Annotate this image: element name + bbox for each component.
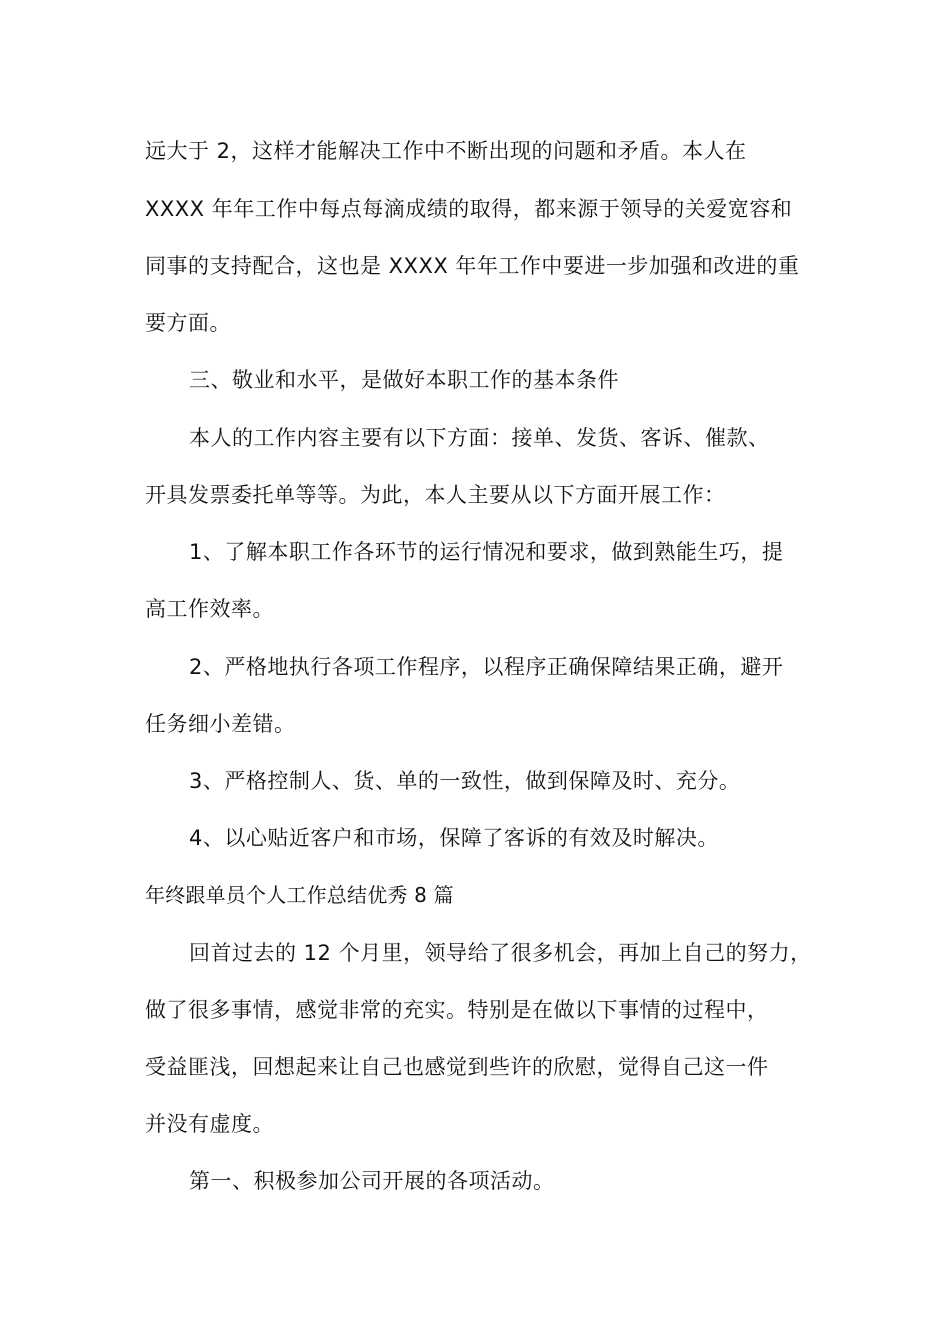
section-heading: 三、敬业和水平，是做好本职工作的基本条件	[189, 368, 619, 392]
list-item-line: 2、严格地执行各项工作程序，以程序正确保障结果正确，避开	[189, 655, 784, 679]
list-item-line: 4、以心贴近客户和市场，保障了客诉的有效及时解决。	[189, 826, 719, 850]
paragraph-line: 第一、积极参加公司开展的各项活动。	[189, 1169, 555, 1193]
list-item-line: 任务细小差错。	[145, 712, 296, 736]
document-title: 年终跟单员个人工作总结优秀 8 篇	[145, 883, 454, 907]
paragraph-line: 回首过去的 12 个月里，领导给了很多机会，再加上自己的努力，	[189, 941, 812, 965]
list-item-line: 1、了解本职工作各环节的运行情况和要求，做到熟能生巧，提	[189, 540, 784, 564]
paragraph-line: 做了很多事情，感觉非常的充实。特别是在做以下事情的过程中，	[145, 998, 769, 1022]
paragraph-line: XXXX 年年工作中每点每滴成绩的取得，都来源于领导的关爱宽容和	[145, 197, 793, 221]
list-item-line: 高工作效率。	[145, 597, 274, 621]
paragraph-line: 远大于 2，这样才能解决工作中不断出现的问题和矛盾。本人在	[145, 139, 747, 163]
paragraph-line: 开具发票委托单等等。为此，本人主要从以下方面开展工作：	[145, 483, 726, 507]
paragraph-line: 同事的支持配合，这也是 XXXX 年年工作中要进一步加强和改进的重	[145, 254, 800, 278]
paragraph-line: 并没有虚度。	[145, 1112, 274, 1136]
paragraph-line: 本人的工作内容主要有以下方面：接单、发货、客诉、催款、	[189, 426, 770, 450]
list-item-line: 3、严格控制人、货、单的一致性，做到保障及时、充分。	[189, 769, 741, 793]
paragraph-line: 受益匪浅，回想起来让自己也感觉到些许的欣慰，觉得自己这一件	[145, 1055, 769, 1079]
paragraph-line: 要方面。	[145, 311, 231, 335]
